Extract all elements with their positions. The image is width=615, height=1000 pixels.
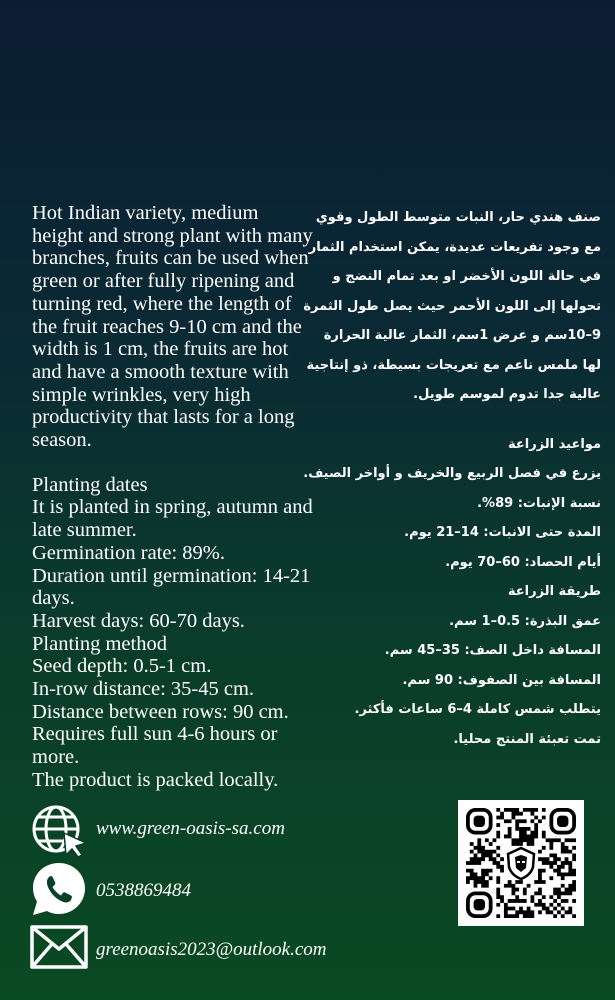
english-planting-dates-title: Planting dates <box>32 473 148 496</box>
envelope-icon <box>30 925 88 969</box>
arabic-seed-depth: عمق البذرة: 0.5–1 سم. <box>449 613 601 629</box>
qr-code[interactable] <box>458 800 584 926</box>
arabic-planting-season: يزرع في فصل الربيع والخريف و أواخر الصيف. <box>303 466 601 481</box>
english-harvest-days: Harvest days: 60-70 days. <box>32 609 245 632</box>
arabic-in-row-distance: المسافة داخل الصف: 35–45 سم. <box>384 643 601 658</box>
arabic-planting-dates-title: مواعيد الزراعة <box>507 436 601 452</box>
spacer <box>301 410 601 430</box>
email-address[interactable]: greenoasis2023@outlook.com <box>96 939 327 960</box>
phone-number[interactable]: 0538869484 <box>96 880 191 901</box>
english-seed-depth: Seed depth: 0.5-1 cm. <box>32 655 212 678</box>
arabic-planting-method-title: طريقة الزراعة <box>507 584 601 599</box>
qr-finder-pattern <box>468 810 491 833</box>
arabic-text-block <box>301 203 601 754</box>
website-url[interactable]: www.green-oasis-sa.com <box>96 818 285 839</box>
qr-code-graphic <box>458 800 584 926</box>
qr-finder-pattern <box>551 810 574 833</box>
english-in-row-distance: In-row distance: 35-45 cm. <box>32 678 255 701</box>
english-packed-locally: The product is packed locally. <box>32 768 279 791</box>
english-planting-season: It is planted in spring, autumn and late summer. <box>32 496 313 542</box>
english-text-block <box>32 202 314 792</box>
lion-logo-icon <box>504 846 538 880</box>
english-germination-rate: Germination rate: 89%. <box>32 541 225 564</box>
arabic-sun-requirement: يتطلب شمس كاملة 4–6 ساعات فأكثر. <box>354 702 601 717</box>
english-germination-duration: Duration until germination: 14-21 days. <box>32 564 311 610</box>
arabic-description: صنف هندي حار، النبات متوسط الطول وقوي مع وجود تفريعات عديدة، يمكن استخدام الثمار في حالة اللون الأخضر او بعد تمام النضج و تحولها إلى اللون الأحمر حيث يصل طول الثمرة 9–10سم و عرض 1سم، الثمار عالية الحرارة لها ملمس ناعم مع تعريجات بسيطة، ذو إنتاجية عالية جدا تدوم لموسم طويل. <box>303 210 601 402</box>
whatsapp-icon <box>30 860 88 918</box>
arabic-harvest-days: أيام الحصاد: 60–70 يوم. <box>445 554 601 570</box>
spacer <box>32 452 314 474</box>
english-planting-method-title: Planting method <box>32 632 167 655</box>
qr-finder-pattern <box>468 893 491 916</box>
english-row-distance: Distance between rows: 90 cm. <box>32 700 289 723</box>
arabic-row-distance: المسافة بين الصفوف: 90 سم. <box>402 672 601 688</box>
globe-click-icon <box>30 803 88 857</box>
arabic-packed-locally: تمت تعبئة المنتج محليا. <box>453 731 601 747</box>
english-description: Hot Indian variety, medium height and strong plant with many branches, fruits can be used when green or after fully ripening and turning red, where the length of the fruit reaches 9-10 cm and the width is 1 cm, the fruits are hot and have a smooth texture with simple wrinkles, very high productivity that lasts for a long season. <box>32 202 313 452</box>
arabic-germination-rate: نسبة الإنبات: 89%. <box>477 495 601 511</box>
arabic-germination-duration: المدة حتى الانبات: 14–21 يوم. <box>404 525 601 540</box>
english-sun-requirement: Requires full sun 4-6 hours or more. <box>32 723 278 769</box>
